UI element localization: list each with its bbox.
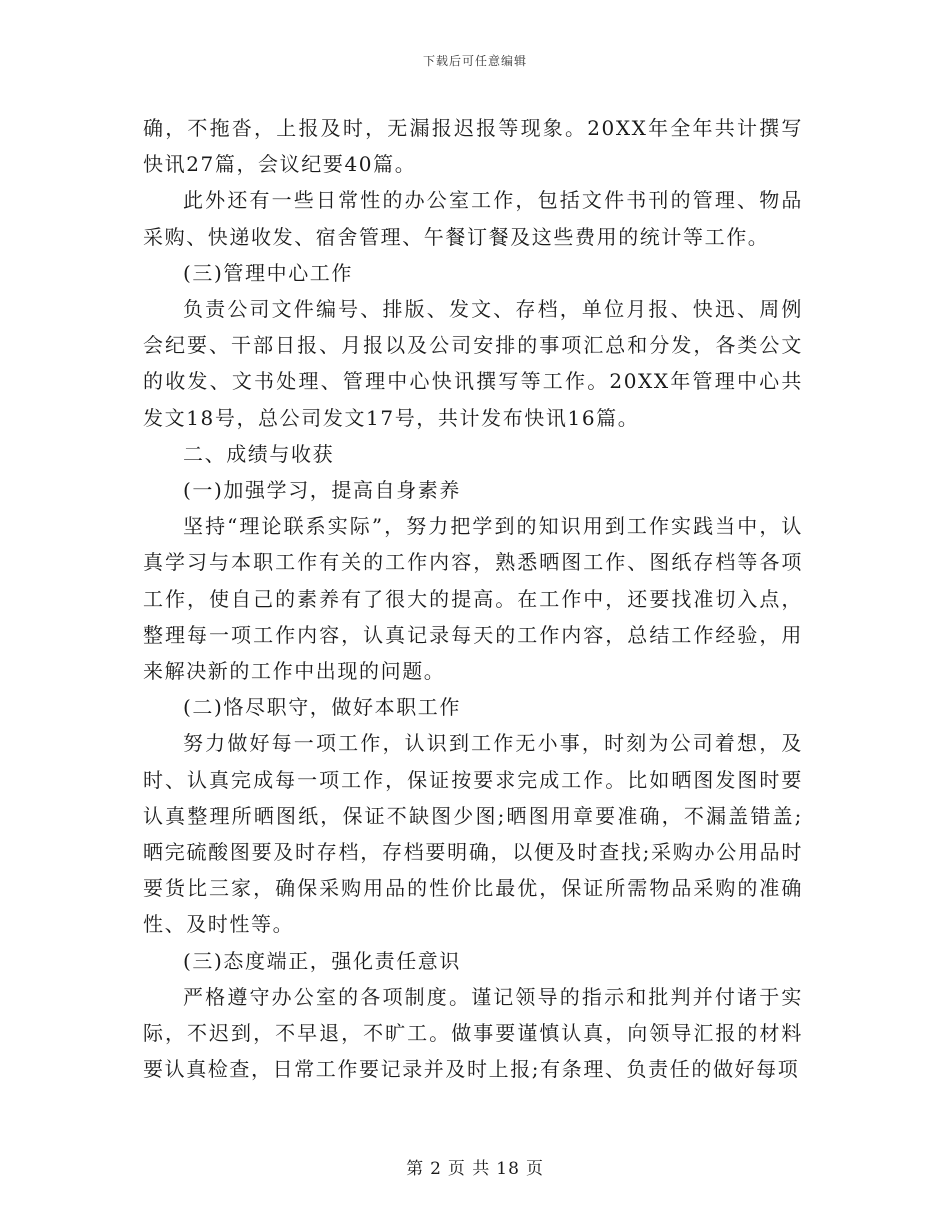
subheading-duty: (二)恪尽职守，做好本职工作 <box>183 695 462 720</box>
paragraph-2: 此外还有一些日常性的办公室工作，包括文件书刊的管理、物品采购、快递收发、宿舍管理、午餐订餐及这些费用的统计等工作。 <box>143 188 803 249</box>
paragraph-3: 负责公司文件编号、排版、发文、存档，单位月报、快迅、周例会纪要、干部日报、月报以及公司安排的事项汇总和分发，各类公文的收发、文书处理、管理中心快讯撰写等工作。20XX年管理中心共发文18号，总公司发文17号，共计发布快讯16篇。 <box>143 297 803 430</box>
section-heading-management-center: (三)管理中心工作 <box>183 260 354 285</box>
page-footer <box>0 1154 950 1179</box>
paragraph-4: 坚持“理论联系实际”，努力把学到的知识用到工作实践当中，认真学习与本职工作有关的工作内容，熟悉晒图工作、图纸存档等各项工作，使自己的素养有了很大的提高。在工作中，还要找准切入点，整理每一项工作内容，认真记录每天的工作内容，总结工作经验，用来解决新的工作中出现的问题。 <box>143 514 803 684</box>
subheading-learning: (一)加强学习，提高自身素养 <box>183 478 462 503</box>
footer-total-pages: 18 <box>496 1159 520 1179</box>
section-heading-achievements: 二、成绩与收获 <box>183 441 335 466</box>
document-body <box>143 110 803 1087</box>
paragraph-6: 严格遵守办公室的各项制度。谨记领导的指示和批判并付诸于实际，不迟到，不早退，不旷工。做事要谨慎认真，向领导汇报的材料要认真检查，日常工作要记录并及时上报;有条理、负责任的做好每项 <box>143 984 803 1082</box>
paragraph-5: 努力做好每一项工作，认识到工作无小事，时刻为公司着想，及时、认真完成每一项工作，保证按要求完成工作。比如晒图发图时要认真整理所晒图纸，保证不缺图少图;晒图用章要准确，不漏盖错盖;晒完硫酸图要及时存档，存档要明确，以便及时查找;采购办公用品时要货比三家，确保采购用品的性价比最优，保证所需物品采购的准确性、及时性等。 <box>143 731 803 937</box>
footer-suffix: 页 <box>525 1159 544 1179</box>
footer-prefix: 第 <box>406 1159 425 1179</box>
paragraph-1: 确，不拖沓，上报及时，无漏报迟报等现象。20XX年全年共计撰写快讯27篇，会议纪要40篇。 <box>143 116 803 177</box>
footer-current-page: 2 <box>430 1159 442 1179</box>
page-header-note: 下载后可任意编辑 <box>422 54 527 68</box>
footer-middle: 页 共 <box>447 1159 491 1179</box>
subheading-attitude: (三)态度端正，强化责任意识 <box>183 948 462 973</box>
